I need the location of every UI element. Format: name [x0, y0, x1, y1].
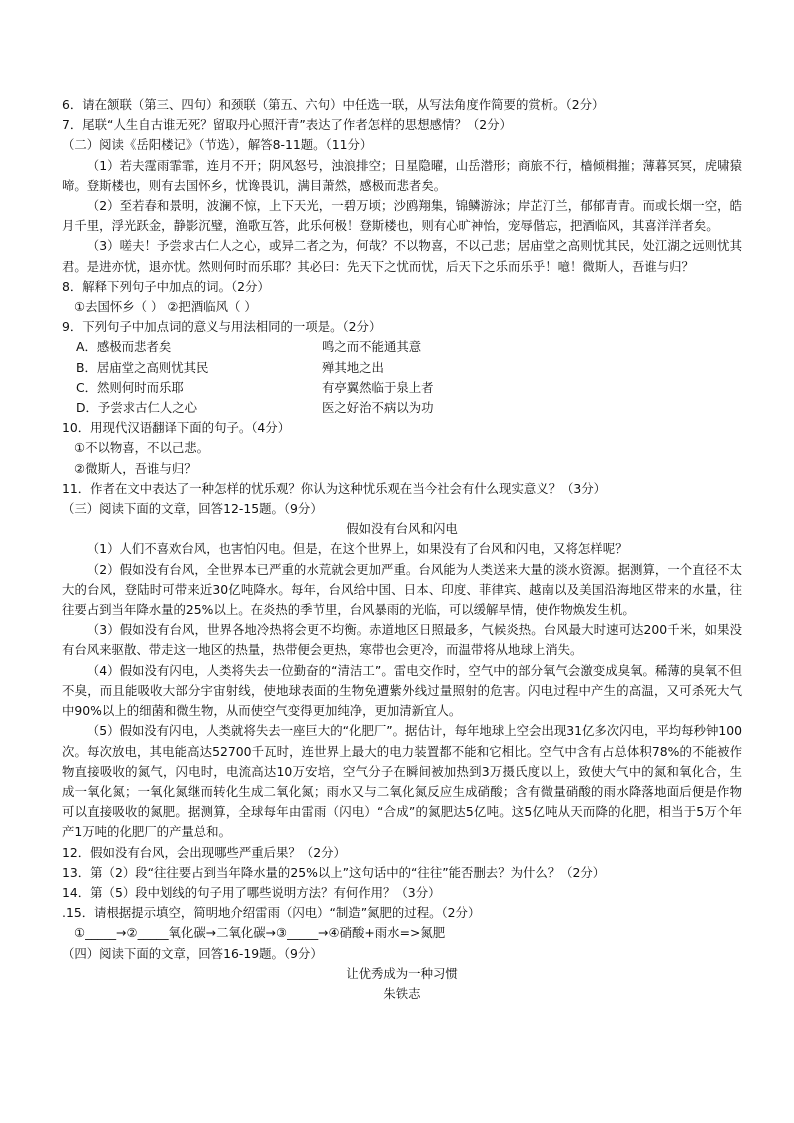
question-9-option-a	[62, 337, 742, 357]
question-9-option-b	[62, 358, 742, 378]
article-4-author: 朱铁志	[383, 985, 421, 1001]
article-4-title: 让优秀成为一种习惯	[346, 965, 458, 981]
section-4-heading: （四）阅读下面的文章，回答16-19题。（9分）	[62, 945, 323, 961]
section-3-heading: （三）阅读下面的文章，回答12-15题。（9分）	[62, 501, 323, 517]
question-15: .15．请根据提示填空，简明地介绍雷雨（闪电）“制造”氮肥的过程。（2分）	[62, 905, 481, 921]
option-left: C．然则何时而乐耶	[76, 379, 184, 395]
article-paragraph-1: （1）人们不喜欢台风，也害怕闪电。但是，在这个世界上，如果没有了台风和闪电，又将怎样呢？	[86, 541, 628, 557]
option-right: 鸣之而不能通其意	[322, 339, 422, 355]
question-8-items: ①去国怀乡（ ） ②把酒临风（ ）	[74, 299, 257, 315]
option-left: D．予尝求古仁人之心	[76, 400, 198, 416]
question-14: 14．第（5）段中划线的句子用了哪些说明方法？有何作用？（3分）	[62, 884, 441, 900]
question-9-option-d	[62, 398, 742, 418]
yueyang-paragraph-3: （3）嗟夫！予尝求古仁人之心，或异二者之为，何哉？不以物喜，不以己悲；居庙堂之高则忧其民，处江湖之远则忧其君。是进亦忧，退亦忧。然则何时而乐耶？其必曰：先天下之忧而忧，后天下之乐而乐乎！噫！微斯人，吾谁与归？	[62, 238, 742, 274]
question-8: 8．解释下列句子中加点的词。（2分）	[62, 278, 270, 294]
option-left: B．居庙堂之高则忧其民	[76, 359, 209, 375]
question-10-item-2: ②微斯人，吾谁与归？	[74, 460, 197, 476]
question-11: 11．作者在文中表达了一种怎样的忧乐观？你认为这种忧乐观在当今社会有什么现实意义？（3分）	[62, 480, 607, 496]
question-13: 13．第（2）段“往往要占到当年降水量的25%以上”这句话中的“往往”能否删去？为什么？（2分）	[62, 864, 606, 880]
option-right: 殚其地之出	[322, 359, 384, 375]
article-paragraph-2: （2）假如没有台风，全世界本已严重的水荒就会更加严重。台风能为人类送来大量的淡水资源。据测算，一个直径不太大的台风，登陆时可带来近30亿吨降水。每年，台风给中国、日本、印度、菲律宾、越南以及美国沿海地区带来的水量，往往要占到当年降水量的25%以上。在炎热的季节里，台风暴雨的光临，可以缓解旱情，使作物焕发生机。	[62, 561, 742, 618]
article-paragraph-3: （3）假如没有台风，世界各地冷热将会更不均衡。赤道地区日照最多，气候炎热。台风最大时速可达200千米，如果没有台风来驱散、带走这一地区的热量，热带便会更热，寒带也会更冷，而温带将从地球上消失。	[62, 622, 742, 658]
question-10: 10．用现代汉语翻译下面的句子。（4分）	[62, 420, 291, 436]
section-2-heading: （二）阅读《岳阳楼记》（节选），解答8-11题。（11分）	[62, 137, 373, 153]
yueyang-paragraph-2: （2）至若春和景明，波澜不惊，上下天光，一碧万顷；沙鸥翔集，锦鳞游泳；岸芷汀兰，郁郁青青。而或长烟一空，皓月千里，浮光跃金，静影沉璧，渔歌互答，此乐何极！登斯楼也，则有心旷神怡，宠辱偕忘，把酒临风，其喜洋洋者矣。	[62, 198, 742, 234]
option-left: A．感极而悲者矣	[76, 339, 172, 355]
question-7: 7．尾联“人生自古谁无死？留取丹心照汗青”表达了作者怎样的思想感情？（2分）	[62, 117, 512, 133]
question-9-option-c	[62, 378, 742, 398]
question-9: 9．下列句子中加点词的意义与用法相同的一项是。（2分）	[62, 319, 382, 335]
question-6: 6．请在颔联（第三、四句）和颈联（第五、六句）中任选一联，从写法角度作简要的赏析。（2分）	[62, 97, 605, 112]
article-paragraph-4: （4）假如没有闪电，人类将失去一位勤奋的“清洁工”。雷电交作时，空气中的部分氧气会激变成臭氧。稀薄的臭氧不但不臭，而且能吸收大部分宇宙射线，使地球表面的生物免遭紫外线过量照射的危害。闪电过程中产生的高温，又可杀死大气中90%以上的细菌和微生物，从而使空气变得更加纯净，更加清新宜人。	[62, 662, 742, 719]
article-3-title: 假如没有台风和闪电	[346, 521, 458, 537]
question-15-blanks: ①_____→②_____氧化碳→二氧化碳→③_____→④硝酸+雨水=>氮肥	[74, 925, 446, 941]
question-10-item-1: ①不以物喜，不以己悲。	[74, 440, 210, 456]
exam-page	[62, 95, 742, 1004]
question-12: 12．假如没有台风，会出现哪些严重后果？（2分）	[62, 844, 346, 860]
yueyang-paragraph-1: （1）若夫霪雨霏霏，连月不开；阴风怒号，浊浪排空；日星隐曜，山岳潜形；商旅不行，樯倾楫摧；薄暮冥冥，虎啸猿啼。登斯楼也，则有去国怀乡，忧谗畏讥，满目萧然，感极而悲者矣。	[62, 157, 742, 193]
option-right: 医之好治不病以为功	[322, 400, 434, 416]
article-paragraph-5: （5）假如没有闪电，人类就将失去一座巨大的“化肥厂”。据估计，每年地球上空会出现31亿多次闪电，平均每秒钟100次。每次放电，其电能高达52700千瓦时，连世界上最大的电力装置都不能和它相比。空气中含有占总体积78%的不能被作物直接吸收的氮气，闪电时，电流高达10万安培，空气分子在瞬间被加热到3万摄氏度以上，致使大气中的氮和氧化合，生成一氧化氮；一氧化氮继而转化生成二氧化氮；雨水又与二氧化氮反应生成硝酸；含有微量硝酸的雨水降落地面后便是作物可以直接吸收的氮肥。据测算，全球每年由雷雨（闪电）“合成”的氮肥达5亿吨。这5亿吨从天而降的化肥，相当于5万个年产1万吨的化肥厂的产量总和。	[62, 723, 742, 840]
option-right: 有亭翼然临于泉上者	[322, 379, 434, 395]
